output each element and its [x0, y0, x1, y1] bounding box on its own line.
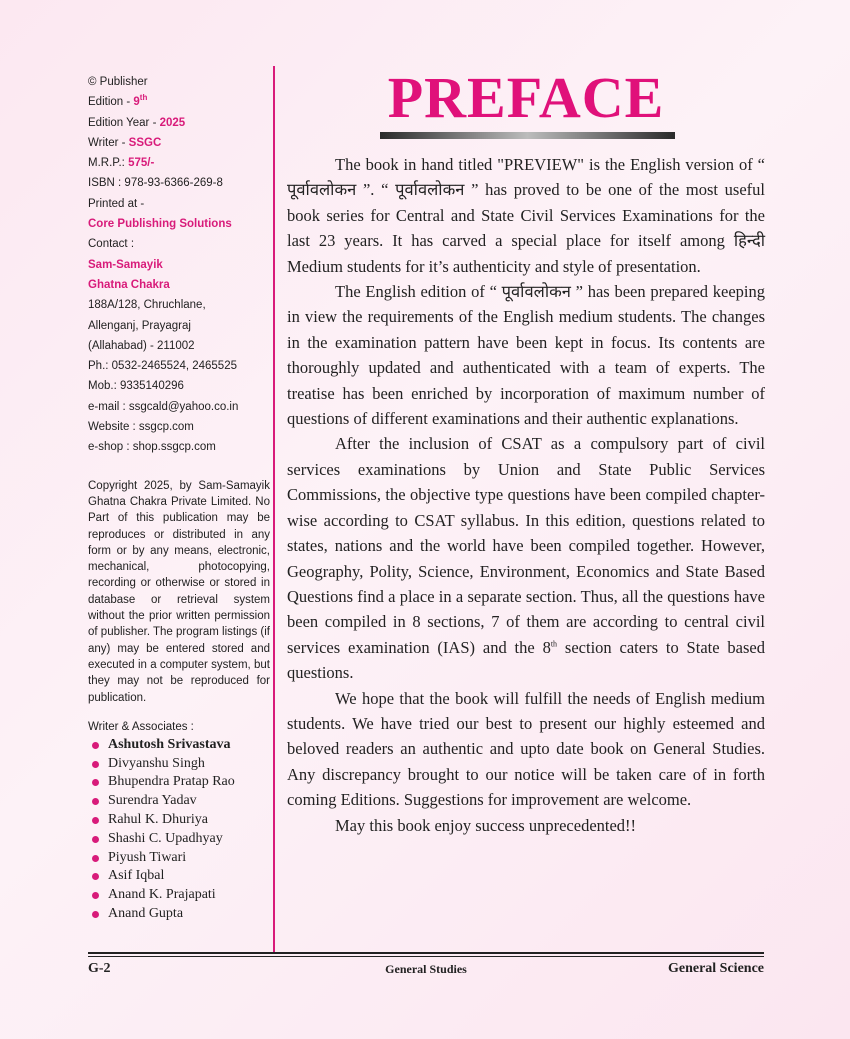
associate-item: Surendra Yadav — [88, 792, 270, 811]
address-line-1: 188A/128, Chruchlane, — [88, 299, 206, 312]
footer-rule-thick — [88, 952, 764, 954]
email-line: e-mail : ssgcald@yahoo.co.in — [88, 400, 239, 413]
title-underline — [380, 132, 675, 139]
edition-line: Edition - 9th — [88, 93, 148, 109]
associate-item: Piyush Tiwari — [88, 849, 270, 868]
footer-section-title: General Science — [667, 961, 764, 976]
contact-name-2: Ghatna Chakra — [88, 278, 170, 291]
page-title: PREFACE — [387, 65, 665, 130]
associate-item: Shashi C. Upadhyay — [88, 830, 270, 849]
isbn-line: ISBN : 978-93-6366-269-8 — [88, 177, 223, 190]
address-line-3: (Allahabad) - 211002 — [88, 339, 195, 352]
footer-rule-thin — [88, 956, 764, 957]
footer-series-title: General Studies — [385, 962, 467, 976]
publisher-line: © Publisher — [88, 76, 148, 88]
associate-item: Rahul K. Dhuriya — [88, 811, 270, 830]
edition-value: 9 — [133, 96, 140, 109]
eshop-line: e-shop : shop.ssgcp.com — [88, 441, 216, 454]
associate-item: Asif Iqbal — [88, 867, 270, 886]
paragraph-3: After the inclusion of CSAT as a compulsory part of civil services examinations by Union and State Public Services Commissions, the objective type questions have been compiled chapter-wise according to CSAT syllabus. In this edition, questions related to states, nations and the world have been compiled together. However, Geography, Polity, Science, Environment, Economics and State Based Questions find a place in a separate section. Thus, all the questions have been compiled in 8 sections, 7 of them are according to central civil services examination (IAS) and the 8th section caters to State based questions. — [287, 434, 765, 683]
contact-name-1: Sam-Samayik — [88, 258, 163, 271]
page-footer — [88, 961, 764, 979]
mobile-line: Mob.: 9335140296 — [88, 380, 184, 393]
associate-item: Anand Gupta — [88, 905, 270, 924]
writer-value: SSGC — [128, 136, 162, 149]
phone-line: Ph.: 0532-2465524, 2465525 — [88, 360, 237, 373]
associate-item: Ashutosh Srivastava — [88, 736, 270, 755]
copyright-notice: Copyright 2025, by Sam-Samayik Ghatna Chakra Private Limited. No Part of this publication may be reproduces or distributed in any form or by any means, electronic, mechanical, photocopying, recording or otherwise or stored in database or retrieval system without the prior written permission of publisher. The program listings (if any) may be entered stored and executed in a computer system, but they may not be reproduced for publication. — [88, 479, 270, 704]
associate-item: Divyanshu Singh — [88, 755, 270, 774]
associate-item: Bhupendra Pratap Rao — [88, 773, 270, 792]
associates-list — [88, 736, 270, 924]
printer-name: Core Publishing Solutions — [88, 218, 232, 231]
page-number: G-2 — [88, 961, 111, 976]
website-line: Website : ssgcp.com — [88, 421, 194, 434]
mrp-value: 575/- — [128, 157, 155, 170]
edition-year-line: Edition Year - 2025 — [88, 116, 186, 129]
associates-title: Writer & Associates : — [88, 720, 194, 733]
preface-body — [287, 152, 765, 838]
writer-line: Writer - SSGC — [88, 136, 162, 149]
paragraph-5: May this book enjoy success unprecedented!! — [335, 815, 637, 835]
paragraph-1: The book in hand titled "PREVIEW" is the English version of “ पूर्वावलोकन ”. “ पूर्वावलोकन ” has proved to be one of the most useful book series for Central and State Civil Services Examinations for the last 23 years. It has carved a special place for itself among हिन्दी Medium students for it’s authenticity and style of presentation. — [287, 155, 765, 276]
paragraph-4: We hope that the book will fulfill the needs of English medium students. We have tried our best to present our highly esteemed and beloved readers an authentic and upto date book on General Studies. Any discrepancy brought to our notice will be taken care of in forth coming Editions. Suggestions for improvement are welcome. — [287, 688, 765, 810]
address-line-2: Allenganj, Prayagraj — [88, 319, 191, 332]
publisher-info-sidebar — [88, 72, 270, 924]
mrp-line: M.R.P.: 575/- — [88, 157, 155, 170]
printed-label: Printed at - — [88, 197, 145, 210]
edition-year-value: 2025 — [159, 116, 186, 129]
associate-item: Anand K. Prajapati — [88, 886, 270, 905]
column-divider — [273, 66, 275, 952]
contact-label: Contact : — [88, 238, 135, 251]
paragraph-2: The English edition of “ पूर्वावलोकन ” has been prepared keeping in view the requirements of the English medium students. The changes in the examination pattern have been kept in focus. Its contents are thoroughly updated and authenticated with a team of experts. The treatise has been enriched by incorporation of maximum number of questions of different examinations and their authentic explanations. — [287, 282, 765, 429]
